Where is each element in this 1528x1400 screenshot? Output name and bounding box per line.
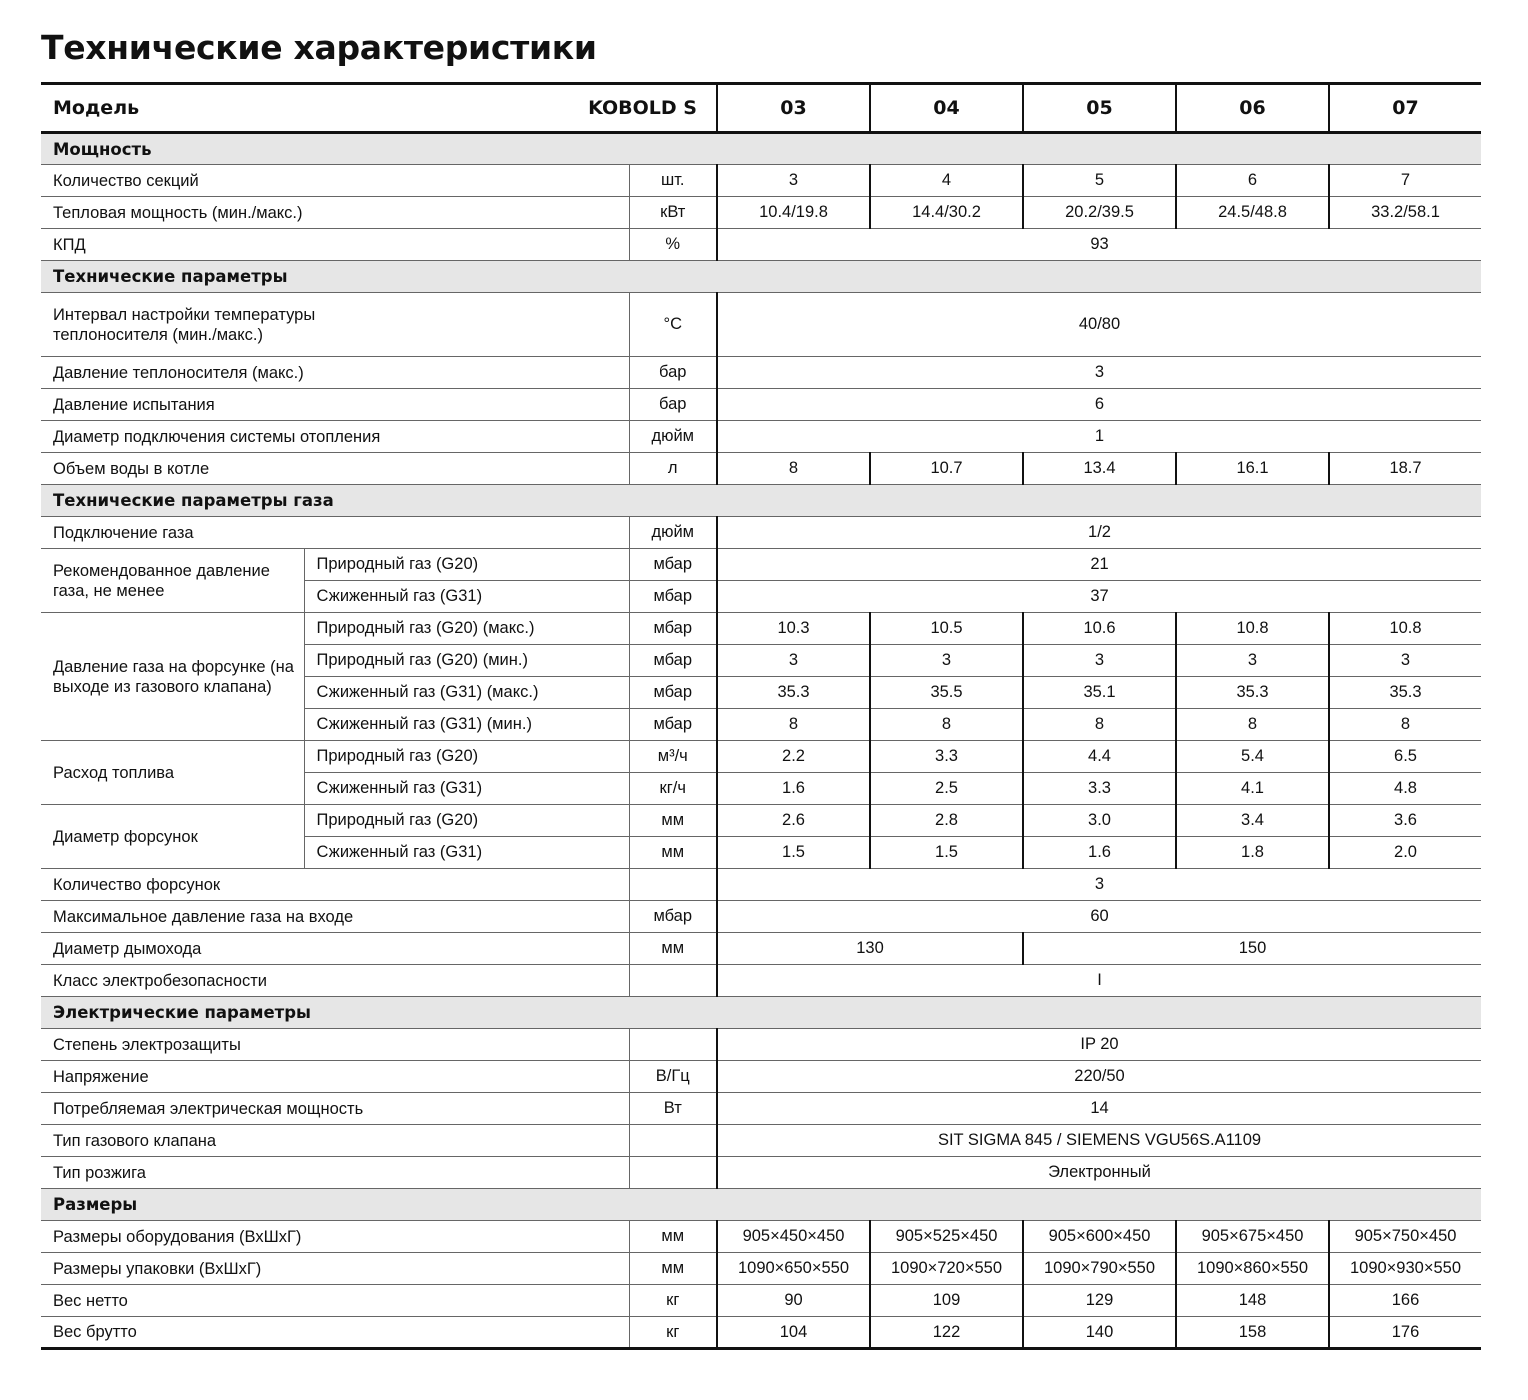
table-row [41,453,1481,485]
row-group-label: Давление газа на форсунке (на выходе из газового клапана) [41,613,304,741]
table-row [41,1157,1481,1189]
section-title: Технические параметры [41,261,1481,293]
row-sublabel: Природный газ (G20) (мин.) [304,645,629,677]
row-value: 10.8 [1176,613,1329,645]
row-value: 148 [1176,1285,1329,1317]
header-row [41,84,1481,133]
series-label: KOBOLD S [304,84,717,133]
row-unit [629,1157,717,1189]
row-value: 176 [1329,1317,1481,1349]
row-value: 3 [717,869,1481,901]
row-value: 16.1 [1176,453,1329,485]
section-title: Электрические параметры [41,997,1481,1029]
table-row [41,357,1481,389]
row-value: 21 [717,549,1481,581]
row-value: 35.1 [1023,677,1176,709]
section-title: Размеры [41,1189,1481,1221]
row-unit: кВт [629,197,717,229]
row-value: 1 [717,421,1481,453]
row-value: 3.3 [1023,773,1176,805]
row-value: 2.6 [717,805,870,837]
row-unit: л [629,453,717,485]
row-value: 4.8 [1329,773,1481,805]
row-value: 35.5 [870,677,1023,709]
row-label: Количество секций [41,165,629,197]
model-column-header: 03 [717,84,870,133]
row-value: 6 [1176,165,1329,197]
section-title: Технические параметры газа [41,485,1481,517]
table-row [41,1093,1481,1125]
row-value: 10.6 [1023,613,1176,645]
row-value: IP 20 [717,1029,1481,1061]
row-value: 140 [1023,1317,1176,1349]
row-unit: дюйм [629,517,717,549]
table-row [41,229,1481,261]
row-unit: мм [629,1253,717,1285]
row-group-label: Диаметр форсунок [41,805,304,869]
section-header-power [41,133,1481,165]
table-row [41,517,1481,549]
row-label: Давление испытания [41,389,629,421]
row-label: Вес брутто [41,1317,629,1349]
row-value: 3 [1023,645,1176,677]
row-value: 90 [717,1285,870,1317]
row-value: 10.3 [717,613,870,645]
specs-table [41,82,1481,1350]
table-row [41,613,1481,645]
row-value: 8 [1176,709,1329,741]
row-value: 18.7 [1329,453,1481,485]
row-unit: мбар [629,645,717,677]
row-label: Количество форсунок [41,869,629,901]
table-row [41,421,1481,453]
row-value: 905×750×450 [1329,1221,1481,1253]
row-unit: бар [629,389,717,421]
row-value: 129 [1023,1285,1176,1317]
row-label: Диаметр дымохода [41,933,629,965]
row-value: 1090×790×550 [1023,1253,1176,1285]
row-value: 5.4 [1176,741,1329,773]
row-value: 8 [1023,709,1176,741]
row-unit: кг [629,1317,717,1349]
row-sublabel: Сжиженный газ (G31) [304,581,629,613]
row-value: 1090×720×550 [870,1253,1023,1285]
row-unit: мбар [629,901,717,933]
row-value: 3 [717,165,870,197]
row-label: Тип газового клапана [41,1125,629,1157]
row-value: 2.5 [870,773,1023,805]
row-unit: мм [629,837,717,869]
row-unit: кг/ч [629,773,717,805]
row-value: 10.7 [870,453,1023,485]
row-label: Тип розжига [41,1157,629,1189]
row-value: 3 [1329,645,1481,677]
row-value: 166 [1329,1285,1481,1317]
table-row [41,165,1481,197]
row-value: 93 [717,229,1481,261]
row-group-label: Рекомендованное давление газа, не менее [41,549,304,613]
row-value: 1090×860×550 [1176,1253,1329,1285]
row-label: Класс электробезопасности [41,965,629,997]
row-value: 8 [717,709,870,741]
row-value: 8 [870,709,1023,741]
row-value: 4 [870,165,1023,197]
row-sublabel: Сжиженный газ (G31) [304,837,629,869]
table-row [41,965,1481,997]
row-value: 35.3 [1176,677,1329,709]
row-value: 1090×650×550 [717,1253,870,1285]
section-header-dimensions [41,1189,1481,1221]
row-value: 3 [717,357,1481,389]
row-value: 8 [717,453,870,485]
row-value: I [717,965,1481,997]
row-label: КПД [41,229,629,261]
row-value: 158 [1176,1317,1329,1349]
row-value: 10.5 [870,613,1023,645]
row-value: 3 [717,645,870,677]
row-sublabel: Сжиженный газ (G31) (макс.) [304,677,629,709]
table-row [41,1125,1481,1157]
page-title: Технические характеристики [41,28,597,67]
row-label-text: Интервал настройки температуры теплоносителя (мин./макс.) [53,305,316,344]
row-label: Потребляемая электрическая мощность [41,1093,629,1125]
row-value: 20.2/39.5 [1023,197,1176,229]
row-unit: мм [629,933,717,965]
row-unit: м³/ч [629,741,717,773]
row-value: 40/80 [717,293,1481,357]
row-value: 14.4/30.2 [870,197,1023,229]
row-sublabel: Природный газ (G20) [304,805,629,837]
row-label: Напряжение [41,1061,629,1093]
row-value: 905×600×450 [1023,1221,1176,1253]
row-sublabel: Природный газ (G20) [304,741,629,773]
section-title: Мощность [41,133,1481,165]
row-value: 5 [1023,165,1176,197]
row-unit: мбар [629,613,717,645]
row-unit: мбар [629,581,717,613]
row-value: 24.5/48.8 [1176,197,1329,229]
table-row [41,197,1481,229]
row-value: 4.1 [1176,773,1329,805]
row-unit: мм [629,1221,717,1253]
row-label: Объем воды в котле [41,453,629,485]
row-unit [629,1125,717,1157]
row-value: 905×450×450 [717,1221,870,1253]
row-value: 3.4 [1176,805,1329,837]
table-row [41,1221,1481,1253]
row-sublabel: Природный газ (G20) [304,549,629,581]
row-value: 10.8 [1329,613,1481,645]
row-label: Вес нетто [41,1285,629,1317]
row-sublabel: Сжиженный газ (G31) [304,773,629,805]
table-row [41,293,1481,357]
row-unit: бар [629,357,717,389]
row-label: Диаметр подключения системы отопления [41,421,629,453]
table-row [41,933,1481,965]
table-row [41,805,1481,837]
row-value: 3.6 [1329,805,1481,837]
row-value: 1.8 [1176,837,1329,869]
row-label [41,293,629,357]
row-value: 1/2 [717,517,1481,549]
row-value: 33.2/58.1 [1329,197,1481,229]
table-row [41,1285,1481,1317]
table-row [41,741,1481,773]
row-unit: % [629,229,717,261]
row-unit: мбар [629,549,717,581]
row-unit: Вт [629,1093,717,1125]
row-value: 3 [1176,645,1329,677]
row-value: 14 [717,1093,1481,1125]
row-value: 4.4 [1023,741,1176,773]
model-column-header: 05 [1023,84,1176,133]
row-unit [629,869,717,901]
row-sublabel: Природный газ (G20) (макс.) [304,613,629,645]
row-unit: мм [629,805,717,837]
table-row [41,549,1481,581]
row-label: Тепловая мощность (мин./макс.) [41,197,629,229]
row-value: 10.4/19.8 [717,197,870,229]
row-label: Максимальное давление газа на входе [41,901,629,933]
model-column-header: 04 [870,84,1023,133]
row-value: 35.3 [1329,677,1481,709]
model-column-header: 07 [1329,84,1481,133]
table-row [41,869,1481,901]
row-unit: мбар [629,677,717,709]
row-label: Размеры упаковки (ВхШхГ) [41,1253,629,1285]
table-row [41,1317,1481,1349]
row-value: 905×525×450 [870,1221,1023,1253]
row-group-label: Расход топлива [41,741,304,805]
row-value: 3 [870,645,1023,677]
section-header-tech [41,261,1481,293]
row-value: 905×675×450 [1176,1221,1329,1253]
row-value: 60 [717,901,1481,933]
row-value: 35.3 [717,677,870,709]
row-unit: шт. [629,165,717,197]
row-value: Электронный [717,1157,1481,1189]
row-sublabel: Сжиженный газ (G31) (мин.) [304,709,629,741]
row-value: 8 [1329,709,1481,741]
row-value: 150 [1023,933,1481,965]
row-value: 1.5 [870,837,1023,869]
row-value: 122 [870,1317,1023,1349]
row-value: 6 [717,389,1481,421]
row-value: 2.0 [1329,837,1481,869]
model-column-header: 06 [1176,84,1329,133]
table-row [41,389,1481,421]
row-value: 130 [717,933,1023,965]
row-unit: дюйм [629,421,717,453]
row-value: 37 [717,581,1481,613]
row-unit: мбар [629,709,717,741]
table-row [41,1029,1481,1061]
row-value: 2.2 [717,741,870,773]
row-value: 1.6 [717,773,870,805]
row-label: Размеры оборудования (ВхШхГ) [41,1221,629,1253]
row-label: Давление теплоносителя (макс.) [41,357,629,389]
row-unit: °C [629,293,717,357]
row-unit: кг [629,1285,717,1317]
row-value: SIT SIGMA 845 / SIEMENS VGU56S.A1109 [717,1125,1481,1157]
row-value: 6.5 [1329,741,1481,773]
row-unit [629,965,717,997]
model-label: Модель [41,84,304,133]
section-header-electrical [41,997,1481,1029]
row-value: 220/50 [717,1061,1481,1093]
row-value: 2.8 [870,805,1023,837]
table-row [41,901,1481,933]
row-value: 7 [1329,165,1481,197]
row-value: 1.6 [1023,837,1176,869]
row-value: 3.3 [870,741,1023,773]
row-unit [629,1029,717,1061]
row-unit: В/Гц [629,1061,717,1093]
table-row [41,1061,1481,1093]
table-row [41,1253,1481,1285]
row-label: Степень электрозащиты [41,1029,629,1061]
row-value: 104 [717,1317,870,1349]
row-label: Подключение газа [41,517,629,549]
section-header-gas [41,485,1481,517]
row-value: 1090×930×550 [1329,1253,1481,1285]
row-value: 1.5 [717,837,870,869]
row-value: 109 [870,1285,1023,1317]
row-value: 3.0 [1023,805,1176,837]
row-value: 13.4 [1023,453,1176,485]
